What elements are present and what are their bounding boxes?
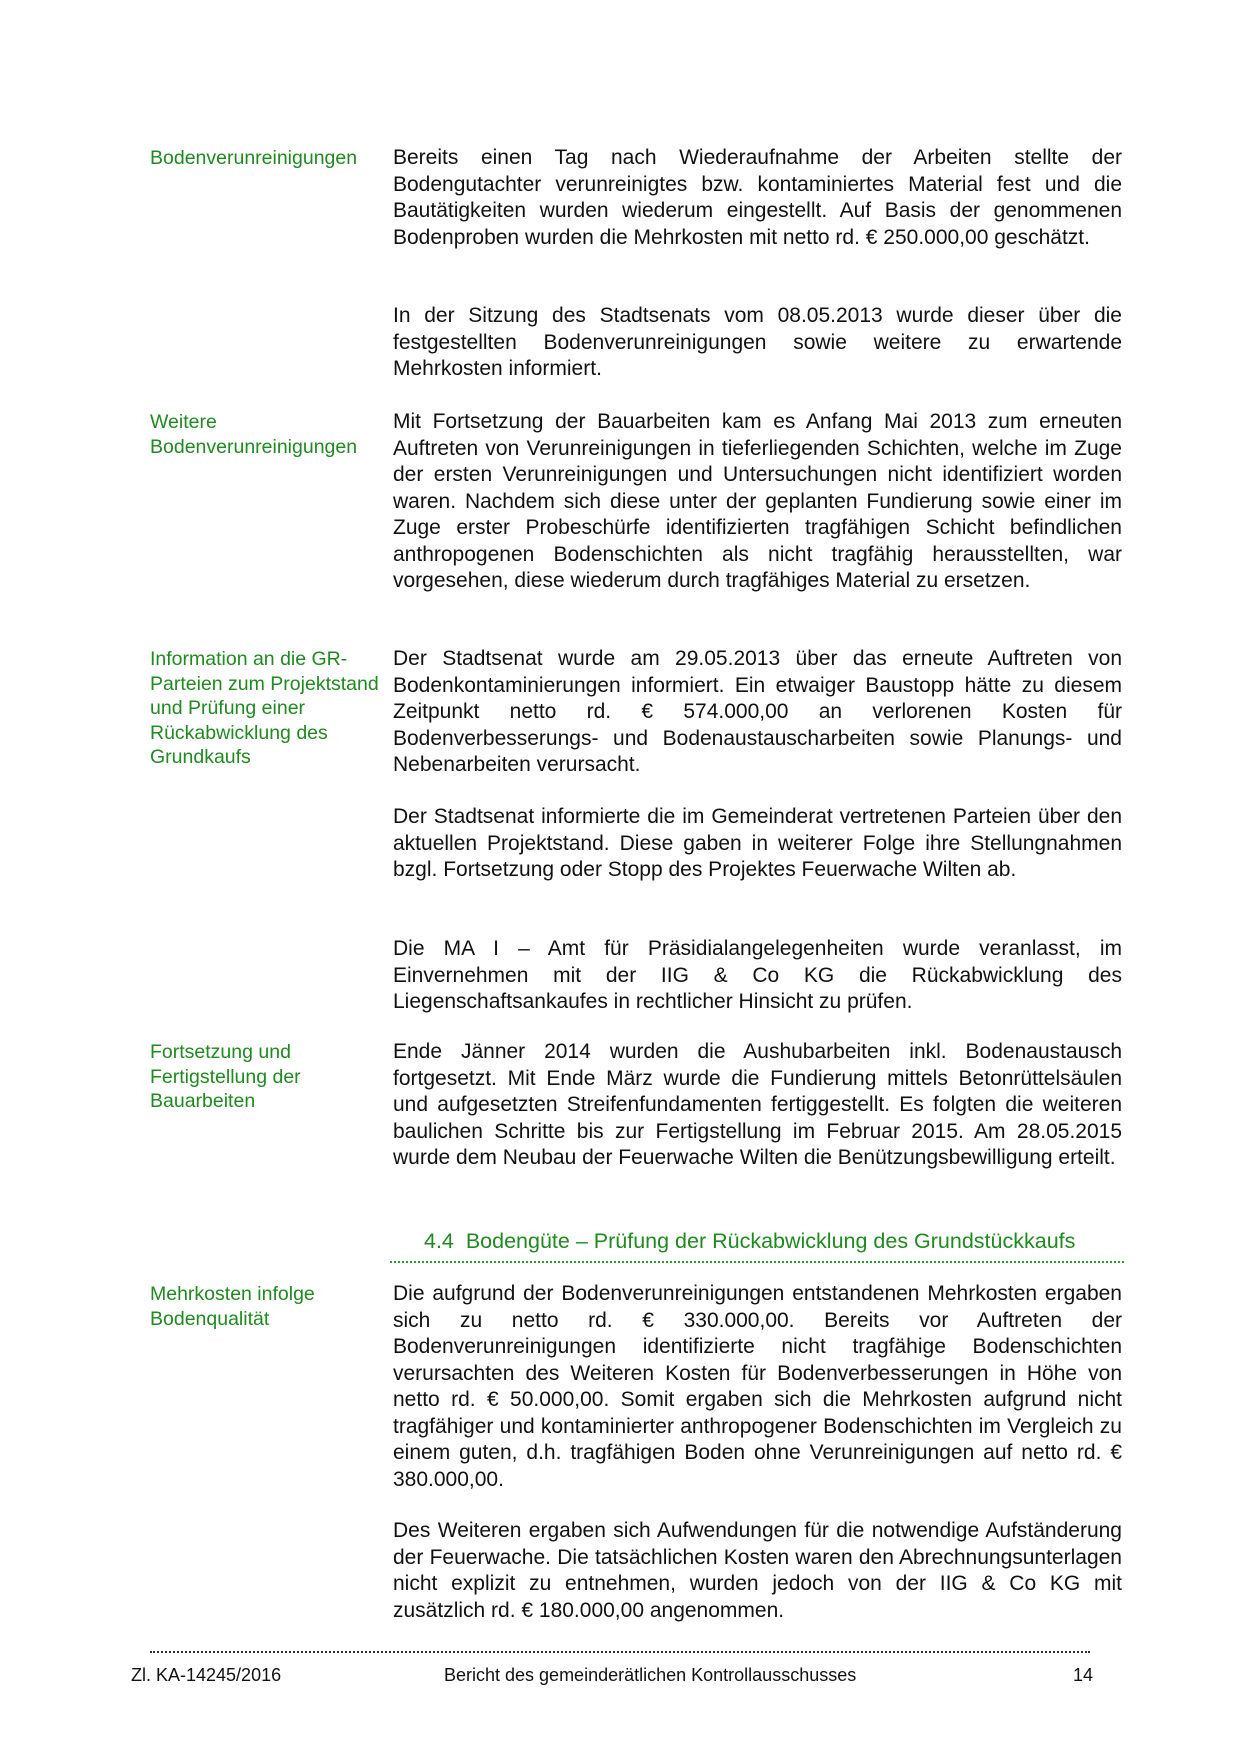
paragraph: Ende Jänner 2014 wurden die Aushubarbeiten inkl. Bodenaustausch fortgesetzt. Mit Ende März wurde die Fundierung mittels Betonrüttelsäulen und aufgesetzten Streifenfundamenten fertiggestellt. Es folgten die weiteren baulichen Schritte bis zur Fertigstellung im Februar 2015. Am 28.05.2015 wurde dem Neubau der Feuerwache Wilten die Benützungsbewilligung erteilt. [393,1040,1122,1169]
paragraph: Des Weiteren ergaben sich Aufwendungen für die notwendige Aufständerung der Feuerwache. Die tatsächlichen Kosten waren den Abrechnungsunterlagen nicht explizit zu entnehmen, wurden jedoch von der IIG & Co KG mit zusätzlich rd. € 180.000,00 angenommen. [393,1519,1122,1622]
section-heading-number: 4.4 [424,1229,454,1253]
footer-title: Bericht des gemeinderätlichen Kontrollausschusses [444,1665,857,1685]
paragraph: Der Stadtsenat wurde am 29.05.2013 über das erneute Auftreten von Bodenkontaminierungen informiert. Ein etwaiger Baustopp hätte zu diesem Zeitpunkt netto rd. € 574.000,00 an verlorenen Kosten für Bodenverbesserungs- und Bodenaustauscharbeiten sowie Planungs- und Nebenarbeiten verursacht. [393,647,1122,776]
margin-label-fortsetzung-fertigstellung: Fortsetzung und Fertigstellung der Bauarbeiten [150,1041,301,1112]
heading-dotted-rule [390,1261,1124,1263]
section-heading-title: Bodengüte – Prüfung der Rückabwicklung des Grundstückkaufs [465,1229,1076,1253]
paragraph: Die aufgrund der Bodenverunreinigungen entstandenen Mehrkosten ergaben sich zu netto rd. € 330.000,00. Bereits vor Auftreten der Bodenverunreinigungen identifizierte nicht tragfähige Bodenschichten verursachten des Weiteren Kosten für Bodenverbesserungen in Höhe von netto rd. € 50.000,00. Somit ergaben sich die Mehrkosten aufgrund nicht tragfähiger und kontaminierter anthropogener Bodenschichten im Vergleich zu einem guten, d.h. tragfähigen Boden ohne Verunreinigungen auf netto rd. € 380.000,00. [393,1282,1122,1491]
paragraph: In der Sitzung des Stadtsenats vom 08.05.2013 wurde dieser über die festgestellten Bodenverunreinigungen sowie weitere zu erwartende Mehrkosten informiert. [393,304,1122,380]
paragraph: Bereits einen Tag nach Wiederaufnahme der Arbeiten stellte der Bodengutachter verunreinigtes bzw. kontaminiertes Material fest und die Bautätigkeiten wurden wiederum eingestellt. Auf Basis der genommenen Bodenproben wurden die Mehrkosten mit netto rd. € 250.000,00 geschätzt. [393,146,1122,249]
page-number: 14 [1073,1665,1094,1685]
section-heading [424,1227,1075,1255]
footer-dotted-rule [150,1651,1090,1653]
paragraph: Die MA I – Amt für Präsidialangelegenheiten wurde veranlasst, im Einvernehmen mit der IIG & Co KG die Rückabwicklung des Liegenschaftsankaufes in rechtlicher Hinsicht zu prüfen. [393,937,1122,1013]
paragraph: Mit Fortsetzung der Bauarbeiten kam es Anfang Mai 2013 zum erneuten Auftreten von Verunreinigungen in tieferliegenden Schichten, welche im Zuge der ersten Verunreinigungen und Untersuchungen nicht identifiziert worden waren. Nachdem sich diese unter der geplanten Fundierung sowie einer im Zuge erster Probeschürfe identifizierten tragfähigen Schicht befindlichen anthropogenen Bodenschichten als nicht tragfähig herausstellten, war vorgesehen, diese wiederum durch tragfähiges Material zu ersetzen. [393,410,1122,592]
paragraph: Der Stadtsenat informierte die im Gemeinderat vertretenen Parteien über den aktuellen Projektstand. Diese gaben in weiterer Folge ihre Stellungnahmen bzgl. Fortsetzung oder Stopp des Projektes Feuerwache Wilten ab. [393,805,1122,881]
margin-label-bodenverunreinigungen: Bodenverunreinigungen [150,147,358,169]
margin-label-weitere-bodenverunreinigungen: Weitere Bodenverunreinigungen [150,411,358,458]
margin-label-information-gr-parteien: Information an die GR-Parteien zum Projektstand und Prüfung einer Rückabwicklung des Grundkaufs [150,648,379,768]
margin-label-mehrkosten-bodenqualitaet: Mehrkosten infolge Bodenqualität [150,1283,315,1330]
footer-reference: Zl. KA-14245/2016 [131,1665,282,1685]
